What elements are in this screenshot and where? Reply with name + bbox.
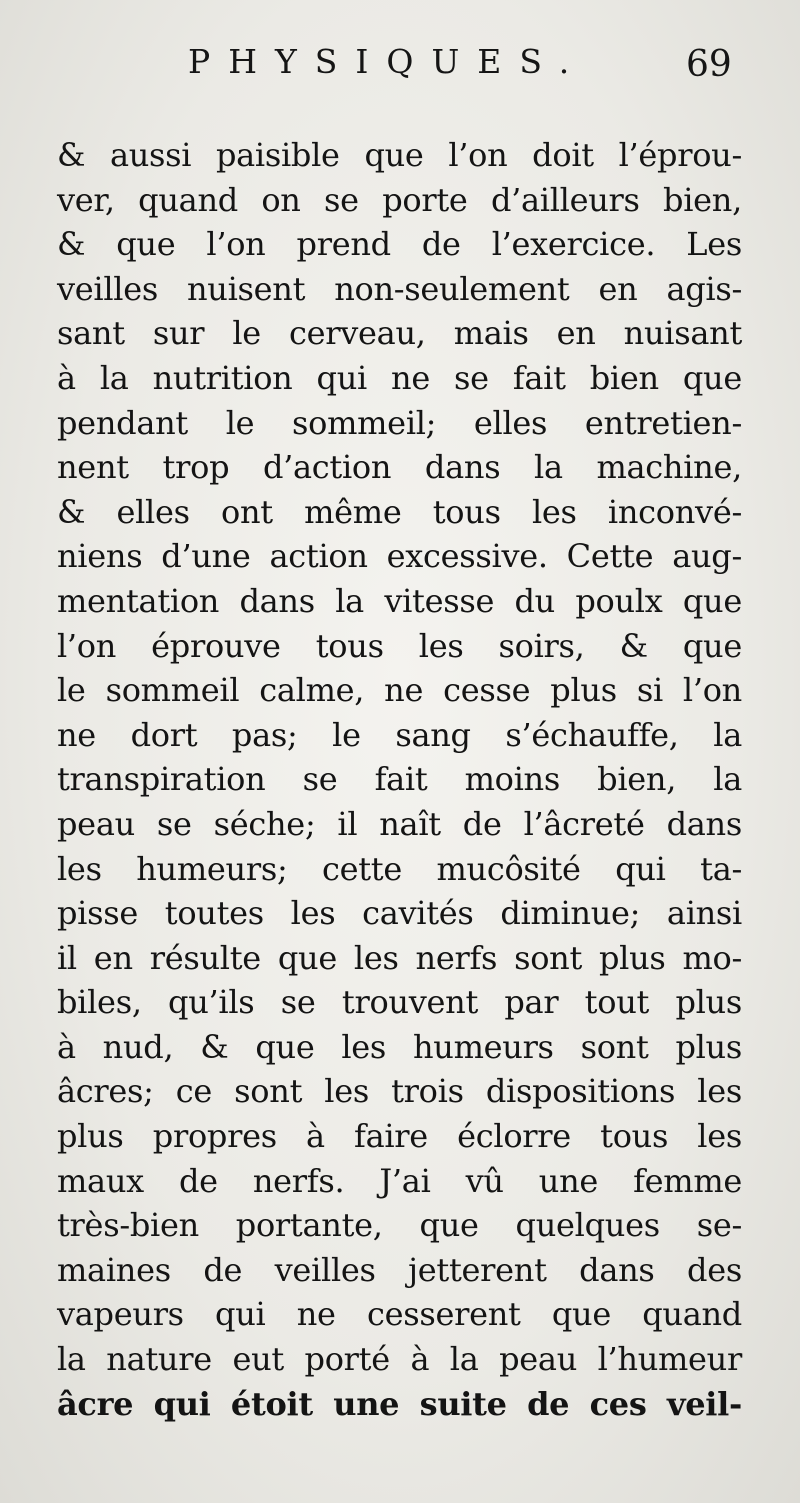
- text-line: maines de veilles jetterent dans des: [57, 1250, 742, 1289]
- text-line: & elles ont même tous les inconvé-: [57, 492, 742, 531]
- text-line: à la nutrition qui ne se fait bien que: [57, 358, 742, 397]
- text-line: l’on éprouve tous les soirs, & que: [57, 626, 742, 665]
- text-line: & que l’on prend de l’exercice. Les: [57, 225, 742, 264]
- text-line: mentation dans la vitesse du poulx que: [57, 581, 742, 620]
- text-line: le sommeil calme, ne cesse plus si l’on: [57, 671, 742, 710]
- text-line: sant sur le cerveau, mais en nuisant: [57, 314, 742, 353]
- text-line: ver, quand on se porte d’ailleurs bien,: [57, 180, 742, 219]
- text-line: nent trop d’action dans la machine,: [57, 448, 742, 487]
- text-line: très-bien portante, que quelques se-: [57, 1206, 742, 1245]
- text-line: pendant le sommeil; elles entretien-: [57, 403, 742, 442]
- text-line: peau se séche; il naît de l’âcreté dans: [57, 804, 742, 843]
- running-head: PHYSIQUES.: [188, 42, 588, 81]
- text-line: maux de nerfs. J’ai vû une femme: [57, 1161, 742, 1200]
- text-line: niens d’une action excessive. Cette aug-: [57, 537, 742, 576]
- text-line: âcre qui étoit une suite de ces veil-: [57, 1384, 742, 1423]
- text-line: la nature eut porté à la peau l’humeur: [57, 1340, 742, 1379]
- text-line: biles, qu’ils se trouvent par tout plus: [57, 983, 742, 1022]
- text-line: pisse toutes les cavités diminue; ainsi: [57, 894, 742, 933]
- text-line: les humeurs; cette mucôsité qui ta-: [57, 849, 742, 888]
- text-line: transpiration se fait moins bien, la: [57, 760, 742, 799]
- text-line: veilles nuisent non-seulement en agis-: [57, 269, 742, 308]
- text-line: plus propres à faire éclorre tous les: [57, 1117, 742, 1156]
- page-number: 69: [686, 44, 732, 85]
- text-line: & aussi paisible que l’on doit l’éprou-: [57, 136, 742, 174]
- text-line: âcres; ce sont les trois dispositions les: [57, 1072, 742, 1111]
- text-line: vapeurs qui ne cesserent que quand: [57, 1295, 742, 1334]
- text-line: ne dort pas; le sang s’échauffe, la: [57, 715, 742, 754]
- text-line: il en résulte que les nerfs sont plus mo-: [57, 938, 742, 977]
- body-text: [57, 133, 742, 1426]
- page-header: [0, 42, 800, 102]
- text-line: à nud, & que les humeurs sont plus: [57, 1027, 742, 1066]
